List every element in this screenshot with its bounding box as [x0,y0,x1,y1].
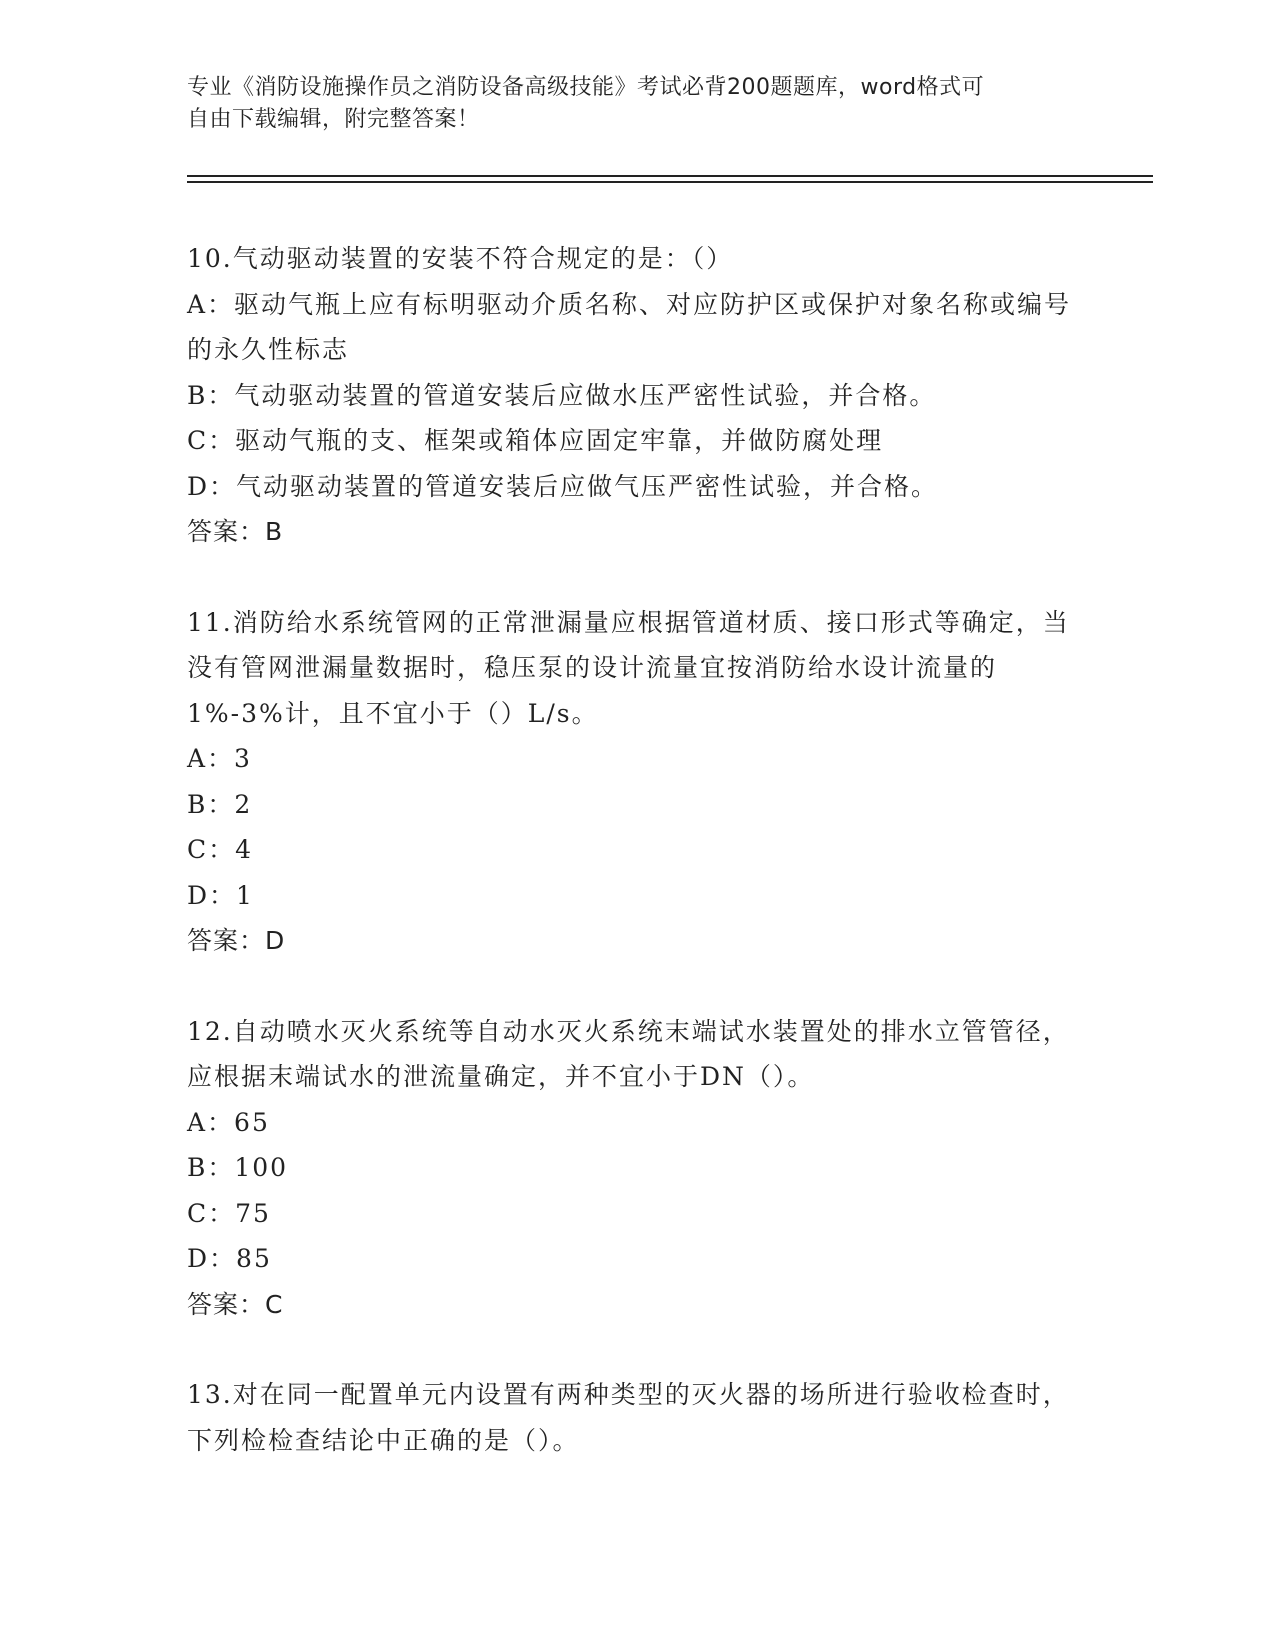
question-list [187,236,1087,1508]
option-c: C：驱动气瓶的支、框架或箱体应固定牢靠，并做防腐处理 [187,426,884,455]
option-b: B：2 [187,789,253,819]
option-a: A：65 [187,1107,270,1137]
question-11 [187,600,1087,964]
option-c: C：75 [187,1198,271,1228]
answer-label: 答案：D [187,926,286,955]
option-a: A：驱动气瓶上应有标明驱动介质名称、对应防护区或保护对象名称或编号的永久性标志 [187,289,1072,364]
question-12 [187,1009,1087,1328]
option-d: D：1 [187,880,254,910]
answer-label: 答案：C [187,1289,284,1319]
answer-label: 答案：B [187,517,284,546]
option-b: B：100 [187,1153,289,1182]
option-d: D：气动驱动装置的管道安装后应做气压严密性试验，并合格。 [187,471,939,501]
option-d: D：85 [187,1244,272,1273]
option-a: A：3 [187,744,252,773]
question-13 [187,1372,1087,1463]
option-c: C：4 [187,835,254,864]
header-divider-bottom [187,181,1153,183]
document-header [187,72,1067,136]
question-stem: 12.自动喷水灭火系统等自动水灭火系统末端试水装置处的排水立管管径，应根据末端试水的泄流量确定，并不宜小于DN（）。 [187,1016,1070,1091]
header-divider-top [187,175,1153,177]
question-stem: 13.对在同一配置单元内设置有两种类型的灭火器的场所进行验收检查时，下列检检查结论中正确的是（）。 [187,1380,1070,1455]
question-stem: 11.消防给水系统管网的正常泄漏量应根据管道材质、接口形式等确定，当没有管网泄漏量数据时，稳压泵的设计流量宜按消防给水设计流量的1%-3%计，且不宜小于（）L/s。 [187,607,1070,728]
option-b: B：气动驱动装置的管道安装后应做水压严密性试验，并合格。 [187,380,937,410]
question-stem: 10.气动驱动装置的安装不符合规定的是：（） [187,244,734,273]
header-line-1: 专业《消防设施操作员之消防设备高级技能》考试必背200题题库，word格式可 [187,75,985,100]
question-10 [187,236,1087,555]
header-line-2: 自由下载编辑，附完整答案！ [187,107,480,132]
